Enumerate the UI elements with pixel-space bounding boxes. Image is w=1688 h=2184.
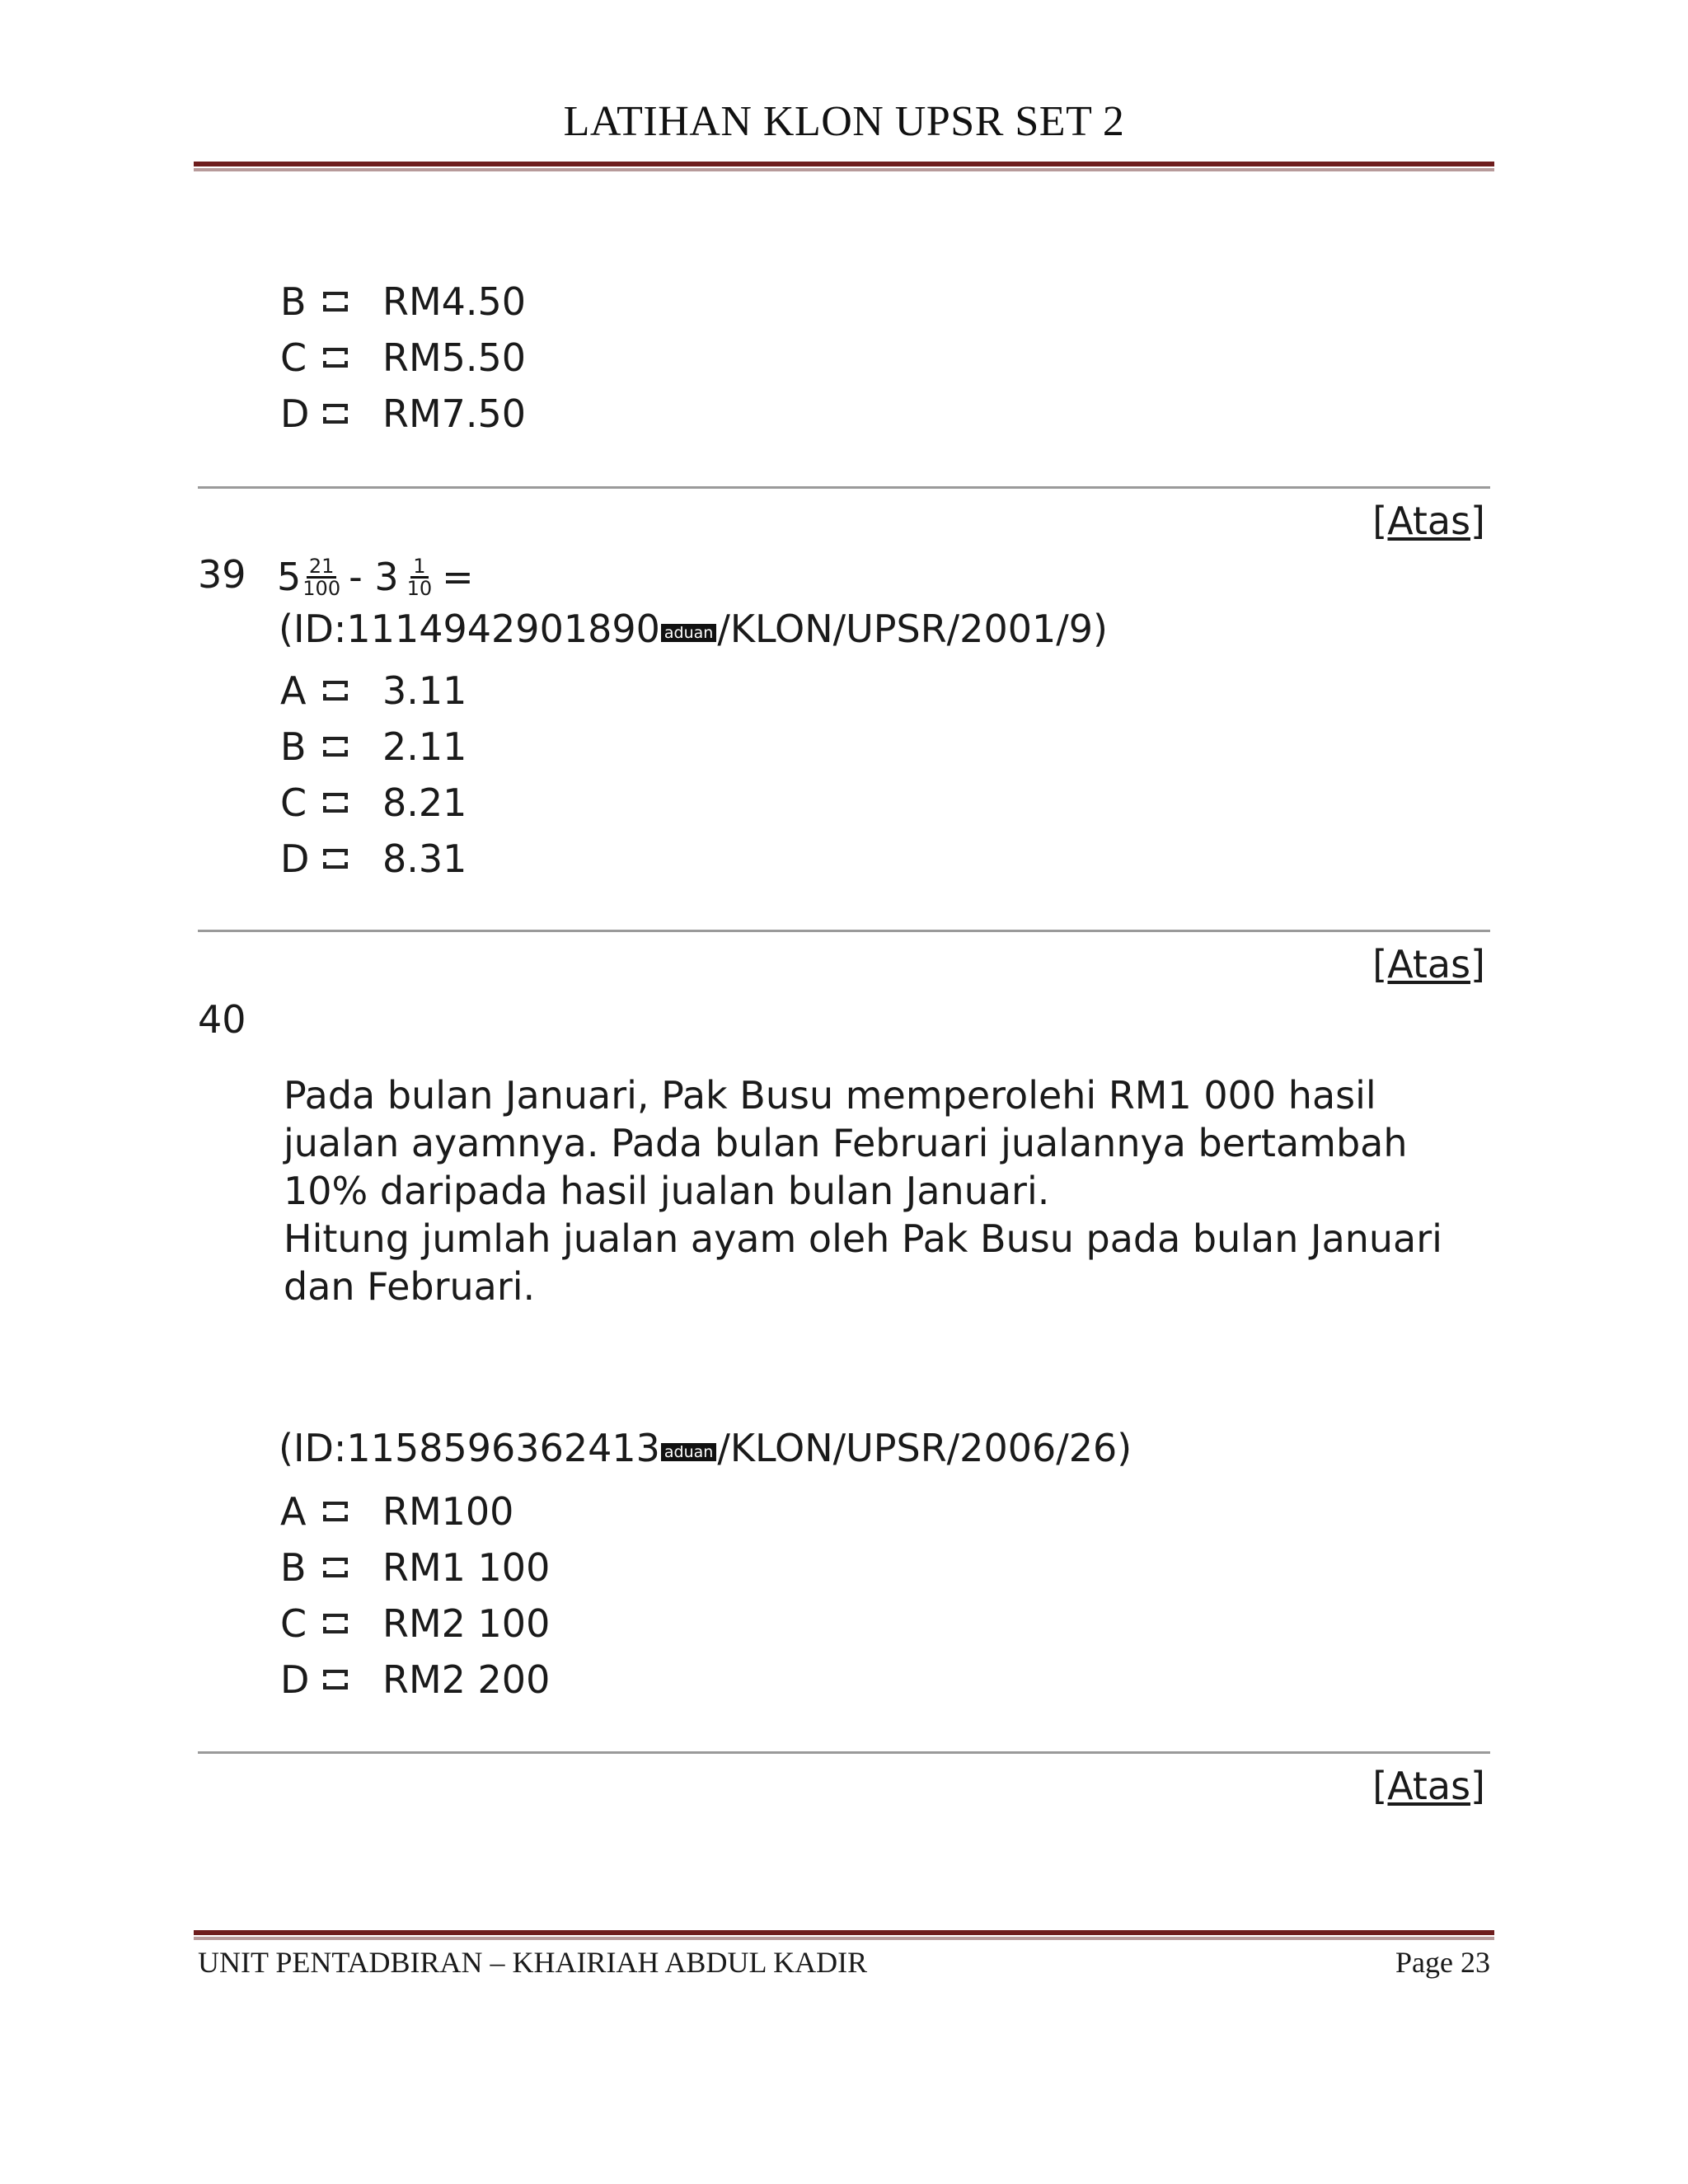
- question-number: 39: [198, 552, 246, 597]
- option-value: RM2 100: [382, 1601, 551, 1646]
- radio-box-icon[interactable]: [323, 737, 348, 757]
- question-line: Hitung jumlah jualan ayam oleh Pak Busu pada bulan Januari: [284, 1216, 1442, 1261]
- fraction-2: [407, 556, 433, 598]
- option-value: RM7.50: [382, 391, 527, 436]
- option-letter: C: [280, 1601, 307, 1646]
- footer-rule-accent: [194, 1937, 1494, 1940]
- atas-link-text[interactable]: [Atas]: [1372, 1764, 1485, 1808]
- q39-option-b[interactable]: [280, 724, 467, 770]
- question-line: 10% daripada hasil jualan bulan Januari.: [284, 1169, 1050, 1213]
- option-value: RM1 100: [382, 1545, 551, 1590]
- question-line: dan Februari.: [284, 1264, 536, 1309]
- q40-question-text: [284, 1071, 1462, 1310]
- fraction-numerator: 21: [307, 556, 337, 579]
- atas-link[interactable]: [1372, 942, 1485, 987]
- expr-whole-1: 5: [277, 555, 302, 599]
- fraction-1: [302, 556, 340, 598]
- q38-option-d[interactable]: [280, 391, 526, 437]
- option-letter: C: [280, 335, 307, 380]
- question-separator: [198, 1751, 1490, 1754]
- q40-option-a[interactable]: [280, 1488, 513, 1535]
- radio-box-icon[interactable]: [323, 793, 348, 813]
- radio-box-icon[interactable]: [323, 849, 348, 869]
- atas-link[interactable]: [1372, 1764, 1485, 1808]
- expr-operator: - 3: [349, 555, 399, 599]
- option-letter: B: [280, 724, 307, 769]
- id-suffix: /KLON/UPSR/2006/26): [717, 1426, 1132, 1470]
- radio-box-icon[interactable]: [323, 1614, 348, 1633]
- option-value: 8.21: [382, 780, 467, 825]
- footer-unit: UNIT PENTADBIRAN – KHAIRIAH ABDUL KADIR: [198, 1946, 868, 1979]
- atas-link-text[interactable]: [Atas]: [1372, 499, 1485, 543]
- aduan-button[interactable]: aduan: [661, 1443, 716, 1461]
- id-prefix: (ID:1114942901890: [279, 607, 660, 651]
- q39-id-line: [279, 607, 1108, 651]
- option-letter: D: [280, 391, 310, 436]
- header-rule-accent: [194, 168, 1494, 171]
- question-separator: [198, 930, 1490, 932]
- id-suffix: /KLON/UPSR/2001/9): [717, 607, 1108, 651]
- q39-option-d[interactable]: [280, 836, 467, 882]
- question-line: Pada bulan Januari, Pak Busu memperolehi RM1 000 hasil: [284, 1073, 1376, 1118]
- q39-option-a[interactable]: [280, 668, 467, 714]
- radio-box-icon[interactable]: [323, 348, 348, 368]
- q40-option-b[interactable]: [280, 1544, 550, 1591]
- q38-option-b[interactable]: [280, 279, 526, 325]
- option-letter: A: [280, 1489, 307, 1534]
- atas-link[interactable]: [1372, 499, 1485, 543]
- fraction-denominator: 100: [302, 576, 341, 600]
- aduan-button[interactable]: aduan: [661, 624, 716, 642]
- expr-equals: =: [442, 555, 474, 599]
- page-title: LATIHAN KLON UPSR SET 2: [563, 98, 1125, 145]
- option-value: RM4.50: [382, 279, 527, 324]
- radio-box-icon[interactable]: [323, 292, 348, 312]
- question-number: 40: [198, 997, 246, 1042]
- option-letter: C: [280, 780, 307, 825]
- radio-box-icon[interactable]: [323, 1558, 348, 1577]
- option-value: RM2 200: [382, 1657, 551, 1702]
- header-rule: [194, 162, 1494, 166]
- radio-box-icon[interactable]: [323, 1502, 348, 1521]
- page-number: Page 23: [1395, 1946, 1490, 1979]
- q40-option-d[interactable]: [280, 1657, 550, 1703]
- fraction-numerator: 1: [410, 556, 428, 579]
- option-letter: B: [280, 1545, 307, 1590]
- q39-option-c[interactable]: [280, 780, 467, 826]
- option-letter: A: [280, 668, 307, 713]
- option-value: 8.31: [382, 837, 467, 881]
- q40-id-line: [279, 1426, 1132, 1470]
- q38-option-c[interactable]: [280, 335, 526, 381]
- radio-box-icon[interactable]: [323, 1670, 348, 1690]
- question-separator: [198, 486, 1490, 489]
- option-letter: D: [280, 1657, 310, 1702]
- option-value: 2.11: [382, 724, 467, 769]
- option-value: 3.11: [382, 668, 467, 713]
- radio-box-icon[interactable]: [323, 404, 348, 424]
- footer-rule: [194, 1930, 1494, 1935]
- option-value: RM5.50: [382, 335, 527, 380]
- fraction-denominator: 10: [406, 576, 433, 600]
- q39-expression: [277, 551, 474, 603]
- option-letter: B: [280, 279, 307, 324]
- radio-box-icon[interactable]: [323, 681, 348, 701]
- atas-link-text[interactable]: [Atas]: [1372, 942, 1485, 987]
- option-letter: D: [280, 837, 310, 881]
- q40-option-c[interactable]: [280, 1601, 550, 1647]
- question-line: jualan ayamnya. Pada bulan Februari jualannya bertambah: [284, 1121, 1408, 1165]
- option-value: RM100: [382, 1489, 514, 1534]
- id-prefix: (ID:1158596362413: [279, 1426, 660, 1470]
